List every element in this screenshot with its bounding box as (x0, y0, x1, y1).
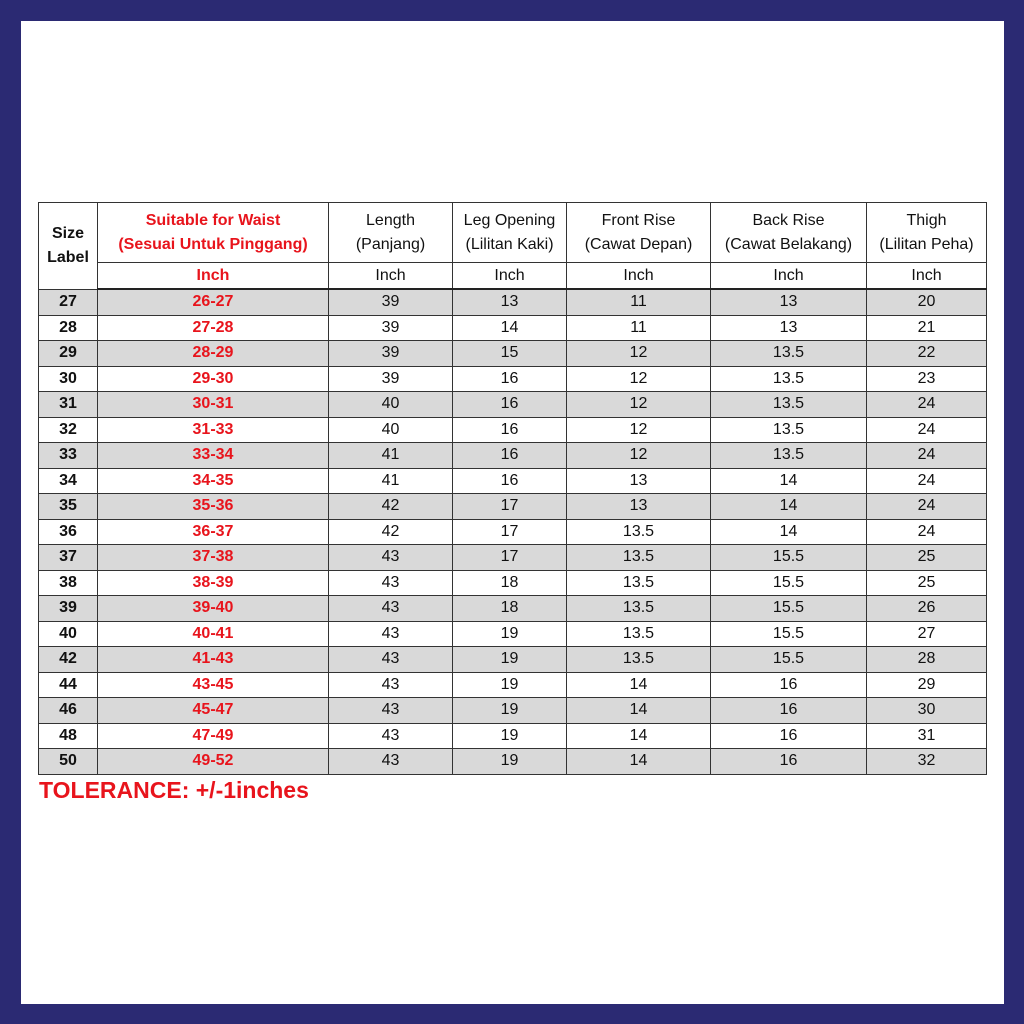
table-row (39, 341, 987, 367)
cell-size-label: 37 (39, 545, 98, 571)
cell-leg-opening: 19 (453, 672, 567, 698)
cell-leg-opening: 17 (453, 494, 567, 520)
cell-size-label: 34 (39, 468, 98, 494)
cell-front-rise: 12 (567, 392, 711, 418)
cell-waist-range: 40-41 (98, 621, 329, 647)
header-front-title: Front Rise (601, 211, 676, 229)
cell-size-label: 30 (39, 366, 98, 392)
unit-thigh: Inch (867, 263, 987, 290)
header-waist-title: Suitable for Waist (145, 211, 281, 229)
cell-leg-opening: 19 (453, 749, 567, 775)
cell-waist-range: 31-33 (98, 417, 329, 443)
header-thigh-title: Thigh (906, 211, 947, 229)
unit-back-rise: Inch (711, 263, 867, 290)
header-thigh-subtitle: (Lilitan Peha) (879, 235, 974, 253)
cell-waist-range: 43-45 (98, 672, 329, 698)
cell-leg-opening: 16 (453, 468, 567, 494)
cell-back-rise: 13.5 (711, 366, 867, 392)
header-leg-title: Leg Opening (463, 211, 556, 229)
cell-length: 43 (329, 647, 453, 673)
cell-size-label: 42 (39, 647, 98, 673)
cell-front-rise: 13.5 (567, 545, 711, 571)
cell-size-label: 46 (39, 698, 98, 724)
cell-front-rise: 13.5 (567, 570, 711, 596)
cell-front-rise: 14 (567, 749, 711, 775)
table-row (39, 672, 987, 698)
cell-thigh: 27 (867, 621, 987, 647)
cell-waist-range: 27-28 (98, 315, 329, 341)
cell-front-rise: 12 (567, 366, 711, 392)
cell-length: 41 (329, 443, 453, 469)
cell-back-rise: 16 (711, 749, 867, 775)
table-row (39, 417, 987, 443)
cell-size-label: 44 (39, 672, 98, 698)
cell-thigh: 24 (867, 494, 987, 520)
cell-waist-range: 34-35 (98, 468, 329, 494)
cell-front-rise: 14 (567, 723, 711, 749)
cell-leg-opening: 14 (453, 315, 567, 341)
cell-leg-opening: 16 (453, 366, 567, 392)
cell-waist-range: 26-27 (98, 289, 329, 315)
tolerance-note: TOLERANCE: +/-1inches (39, 777, 309, 803)
cell-thigh: 23 (867, 366, 987, 392)
cell-leg-opening: 16 (453, 417, 567, 443)
cell-leg-opening: 19 (453, 647, 567, 673)
cell-waist-range: 37-38 (98, 545, 329, 571)
cell-length: 42 (329, 519, 453, 545)
cell-leg-opening: 13 (453, 289, 567, 315)
table-row (39, 519, 987, 545)
cell-front-rise: 13 (567, 494, 711, 520)
cell-length: 39 (329, 289, 453, 315)
header-front-subtitle: (Cawat Depan) (584, 235, 693, 253)
cell-size-label: 32 (39, 417, 98, 443)
cell-leg-opening: 16 (453, 443, 567, 469)
cell-length: 43 (329, 621, 453, 647)
cell-waist-range: 41-43 (98, 647, 329, 673)
cell-leg-opening: 17 (453, 519, 567, 545)
cell-waist-range: 45-47 (98, 698, 329, 724)
cell-length: 43 (329, 749, 453, 775)
cell-front-rise: 11 (567, 289, 711, 315)
table-row (39, 468, 987, 494)
cell-length: 43 (329, 596, 453, 622)
cell-front-rise: 14 (567, 672, 711, 698)
unit-leg-opening: Inch (453, 263, 567, 290)
cell-length: 39 (329, 341, 453, 367)
cell-size-label: 35 (39, 494, 98, 520)
header-size-label: Size Label (39, 203, 98, 290)
cell-leg-opening: 19 (453, 723, 567, 749)
table-row (39, 366, 987, 392)
cell-back-rise: 14 (711, 468, 867, 494)
cell-thigh: 20 (867, 289, 987, 315)
cell-size-label: 31 (39, 392, 98, 418)
table-row (39, 698, 987, 724)
cell-back-rise: 15.5 (711, 647, 867, 673)
cell-leg-opening: 15 (453, 341, 567, 367)
cell-waist-range: 39-40 (98, 596, 329, 622)
header-back-rise (711, 203, 867, 263)
table-row (39, 647, 987, 673)
cell-thigh: 25 (867, 545, 987, 571)
table-row (39, 545, 987, 571)
unit-length: Inch (329, 263, 453, 290)
cell-thigh: 25 (867, 570, 987, 596)
cell-front-rise: 12 (567, 341, 711, 367)
cell-back-rise: 15.5 (711, 545, 867, 571)
cell-waist-range: 28-29 (98, 341, 329, 367)
cell-back-rise: 13 (711, 289, 867, 315)
header-leg-opening (453, 203, 567, 263)
unit-waist: Inch (98, 263, 329, 290)
size-chart-sheet (21, 21, 1004, 1004)
cell-length: 43 (329, 698, 453, 724)
cell-thigh: 24 (867, 468, 987, 494)
header-length-title: Length (366, 211, 415, 229)
cell-front-rise: 13.5 (567, 596, 711, 622)
cell-waist-range: 35-36 (98, 494, 329, 520)
cell-size-label: 38 (39, 570, 98, 596)
header-waist-subtitle: (Sesuai Untuk Pinggang) (118, 235, 308, 253)
cell-front-rise: 13.5 (567, 519, 711, 545)
cell-front-rise: 13.5 (567, 621, 711, 647)
cell-length: 41 (329, 468, 453, 494)
cell-front-rise: 13 (567, 468, 711, 494)
cell-length: 43 (329, 570, 453, 596)
table-row (39, 315, 987, 341)
cell-back-rise: 14 (711, 494, 867, 520)
cell-thigh: 26 (867, 596, 987, 622)
header-row (39, 203, 987, 263)
header-leg-subtitle: (Lilitan Kaki) (465, 235, 554, 253)
cell-front-rise: 12 (567, 417, 711, 443)
cell-length: 40 (329, 417, 453, 443)
size-chart-table (38, 202, 987, 775)
unit-row (39, 263, 987, 290)
cell-length: 39 (329, 315, 453, 341)
cell-back-rise: 13.5 (711, 341, 867, 367)
cell-thigh: 31 (867, 723, 987, 749)
cell-back-rise: 15.5 (711, 621, 867, 647)
table-row (39, 443, 987, 469)
cell-front-rise: 13.5 (567, 647, 711, 673)
cell-front-rise: 12 (567, 443, 711, 469)
cell-length: 39 (329, 366, 453, 392)
cell-size-label: 48 (39, 723, 98, 749)
table-row (39, 392, 987, 418)
cell-thigh: 24 (867, 443, 987, 469)
header-back-subtitle: (Cawat Belakang) (724, 235, 853, 253)
table-row (39, 749, 987, 775)
cell-waist-range: 49-52 (98, 749, 329, 775)
cell-waist-range: 47-49 (98, 723, 329, 749)
cell-thigh: 21 (867, 315, 987, 341)
cell-front-rise: 11 (567, 315, 711, 341)
cell-size-label: 39 (39, 596, 98, 622)
cell-leg-opening: 18 (453, 570, 567, 596)
cell-leg-opening: 19 (453, 698, 567, 724)
table-row (39, 723, 987, 749)
cell-back-rise: 13.5 (711, 443, 867, 469)
size-rows (39, 289, 987, 774)
table-row (39, 289, 987, 315)
cell-back-rise: 16 (711, 698, 867, 724)
cell-length: 40 (329, 392, 453, 418)
cell-thigh: 32 (867, 749, 987, 775)
header-waist (98, 203, 329, 263)
cell-back-rise: 14 (711, 519, 867, 545)
cell-front-rise: 14 (567, 698, 711, 724)
table-row (39, 596, 987, 622)
cell-thigh: 30 (867, 698, 987, 724)
cell-waist-range: 33-34 (98, 443, 329, 469)
header-front-rise (567, 203, 711, 263)
cell-waist-range: 38-39 (98, 570, 329, 596)
cell-length: 43 (329, 545, 453, 571)
cell-leg-opening: 17 (453, 545, 567, 571)
cell-length: 43 (329, 672, 453, 698)
cell-back-rise: 15.5 (711, 596, 867, 622)
header-length (329, 203, 453, 263)
cell-thigh: 29 (867, 672, 987, 698)
cell-thigh: 24 (867, 392, 987, 418)
cell-thigh: 22 (867, 341, 987, 367)
cell-size-label: 36 (39, 519, 98, 545)
header-back-title: Back Rise (752, 211, 825, 229)
cell-waist-range: 36-37 (98, 519, 329, 545)
cell-leg-opening: 16 (453, 392, 567, 418)
cell-size-label: 28 (39, 315, 98, 341)
cell-thigh: 24 (867, 417, 987, 443)
cell-size-label: 27 (39, 289, 98, 315)
cell-back-rise: 13 (711, 315, 867, 341)
cell-length: 42 (329, 494, 453, 520)
cell-back-rise: 13.5 (711, 417, 867, 443)
cell-waist-range: 29-30 (98, 366, 329, 392)
unit-front-rise: Inch (567, 263, 711, 290)
table-row (39, 570, 987, 596)
table-row (39, 621, 987, 647)
header-length-subtitle: (Panjang) (355, 235, 426, 253)
header-thigh (867, 203, 987, 263)
cell-size-label: 40 (39, 621, 98, 647)
cell-thigh: 28 (867, 647, 987, 673)
cell-back-rise: 16 (711, 723, 867, 749)
cell-leg-opening: 18 (453, 596, 567, 622)
cell-leg-opening: 19 (453, 621, 567, 647)
cell-size-label: 29 (39, 341, 98, 367)
cell-thigh: 24 (867, 519, 987, 545)
cell-size-label: 33 (39, 443, 98, 469)
cell-back-rise: 13.5 (711, 392, 867, 418)
cell-back-rise: 15.5 (711, 570, 867, 596)
cell-waist-range: 30-31 (98, 392, 329, 418)
cell-length: 43 (329, 723, 453, 749)
table-row (39, 494, 987, 520)
cell-back-rise: 16 (711, 672, 867, 698)
cell-size-label: 50 (39, 749, 98, 775)
